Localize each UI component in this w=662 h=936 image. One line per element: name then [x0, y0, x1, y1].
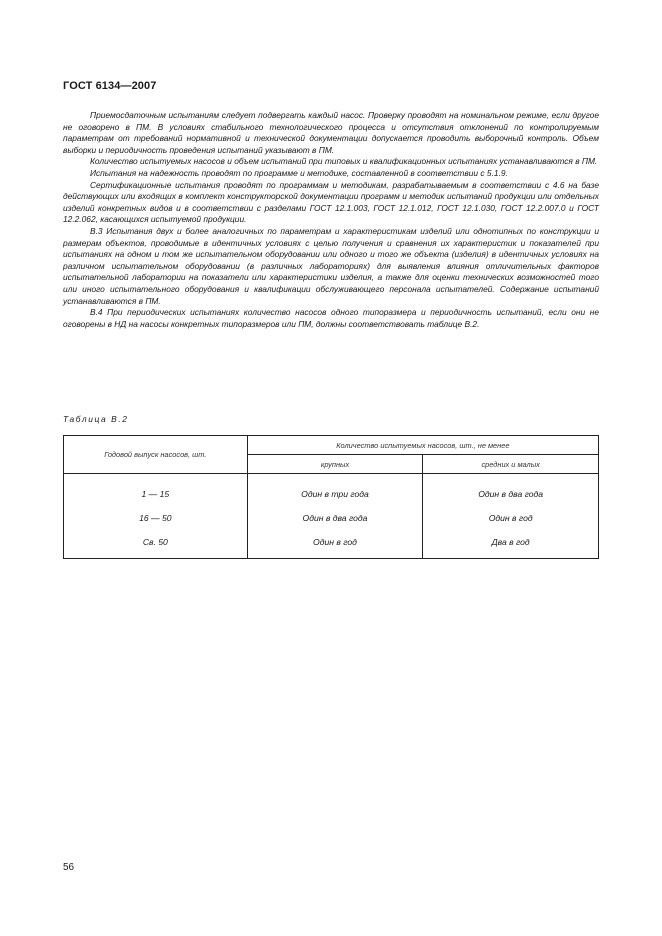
- header-large: крупных: [247, 455, 423, 474]
- paragraph-b4: В.4 При периодических испытаниях количество насосов одного типоразмера и периодичность испытаний, если они не оговорены в НД на насосы конкретных типоразмеров или ПМ, должны соответствовать таблице В.2.: [63, 307, 599, 329]
- paragraph-reliability-tests: Испытания на надежность проводят по программе и методике, составленной в соответствии с 5.1.9.: [90, 167, 508, 178]
- cell-large: Один в три года: [247, 474, 423, 507]
- cell-large: Один в два года: [247, 506, 423, 530]
- page-number: 56: [63, 862, 75, 873]
- header-medium-small: средних и малых: [423, 455, 599, 474]
- standard-designation: ГОСТ 6134—2007: [63, 80, 157, 92]
- table-row: [64, 530, 599, 559]
- cell-output: Св. 50: [64, 530, 248, 559]
- table-row: [64, 506, 599, 530]
- cell-medium: Один в год: [423, 506, 599, 530]
- table-row: [64, 474, 599, 507]
- paragraph-b3: В.3 Испытания двух и более аналогичных по параметрам и характеристикам изделий или однотипных по конструкции и размерам объектов, проводимые в идентичных условиях с целью получения и сравнения их характеристик и показателей при испытаниях на одном и том же испытательном оборудовании или одного и того же объекта (изделия) в идентичных условиях на различном испытательном оборудовании (в различных лабораториях) для выявления влияния отличительных факторов испытательной лаборатории на показатели или характеристики изделия, а также для оценки технических возможностей того или иного испытательного оборудования и квалификации обслуживающего персонала испытателей. Содержание испытаний устанавливаются в ПМ.: [63, 225, 599, 306]
- cell-medium: Один в два года: [423, 474, 599, 507]
- cell-medium: Два в год: [423, 530, 599, 559]
- cell-output: 1 — 15: [64, 474, 248, 507]
- body-text: [63, 110, 599, 330]
- table-caption: Таблица В.2: [63, 414, 129, 424]
- paragraph-acceptance-tests: Приемосдаточным испытаниям следует подвергать каждый насос. Проверку проводят на номинальном режиме, если другое не оговорено в ПМ. В условиях стабильного технологического процесса и отсутствия отклонений по контролируемым параметрам от требований нормативной и технической документации допускается проводить выборочный контроль. Объем выборки и периодичность проведения испытаний указывают в ПМ.: [63, 110, 599, 155]
- paragraph-type-tests: Количество испытуемых насосов и объем испытаний при типовых и квалификационных испытаниях устанавливаются в ПМ.: [90, 156, 598, 167]
- paragraph-certification-tests: Сертификационные испытания проводят по программам и методикам, разрабатываемым в соответствии с 4.6 на базе действующих или входящих в комплект конструкторской документации программ и методик испытаний продукции или отдельных изделий конкретных видов и в соответствии с разделами ГОСТ 12.1.003, ГОСТ 12.1.012, ГОСТ 12.1.030, ГОСТ 12.2.007.0 и ГОСТ 12.2.062, касающихся испытуемой продукции.: [63, 179, 599, 225]
- header-quantity-group: Количество испытуемых насосов, шт., не менее: [247, 436, 598, 455]
- cell-output: 16 — 50: [64, 506, 248, 530]
- test-quantity-table: [63, 435, 599, 559]
- cell-large: Один в год: [247, 530, 423, 559]
- header-annual-output: Годовой выпуск насосов, шт.: [64, 436, 248, 474]
